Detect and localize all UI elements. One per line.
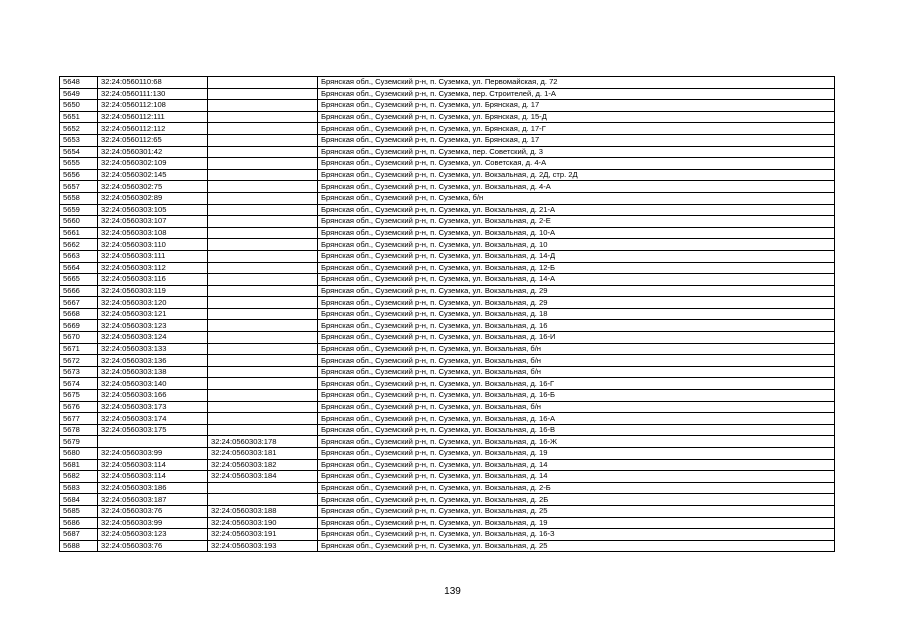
linked-cadastral-number-cell [208, 181, 318, 193]
table-row [60, 424, 835, 436]
linked-cadastral-number-cell [208, 262, 318, 274]
row-number-cell: 5673 [60, 366, 98, 378]
linked-cadastral-number-cell [208, 390, 318, 402]
address-cell: Брянская обл., Суземский р-н, п. Суземка, ул. Вокзальная, д. 2-Б [318, 482, 835, 494]
linked-cadastral-number-cell [208, 88, 318, 100]
address-cell: Брянская обл., Суземский р-н, п. Суземка, ул. Брянская, д. 17-Г [318, 123, 835, 135]
address-cell: Брянская обл., Суземский р-н, п. Суземка, ул. Вокзальная, д. 10 [318, 239, 835, 251]
address-cell: Брянская обл., Суземский р-н, п. Суземка, пер. Советский, д. 3 [318, 146, 835, 158]
registry-table-body [60, 77, 835, 552]
table-row [60, 123, 835, 135]
address-cell: Брянская обл., Суземский р-н, п. Суземка, ул. Брянская, д. 17 [318, 100, 835, 112]
table-row [60, 540, 835, 552]
table-row [60, 239, 835, 251]
cadastral-number-cell: 32:24:0560303:112 [98, 262, 208, 274]
cadastral-number-cell: 32:24:0560302:89 [98, 192, 208, 204]
address-cell: Брянская обл., Суземский р-н, п. Суземка, пер. Строителей, д. 1-А [318, 88, 835, 100]
table-row [60, 262, 835, 274]
linked-cadastral-number-cell [208, 239, 318, 251]
table-row [60, 169, 835, 181]
address-cell: Брянская обл., Суземский р-н, п. Суземка, ул. Вокзальная, д. 21-А [318, 204, 835, 216]
cadastral-number-cell: 32:24:0560111:130 [98, 88, 208, 100]
linked-cadastral-number-cell [208, 308, 318, 320]
linked-cadastral-number-cell [208, 216, 318, 228]
row-number-cell: 5680 [60, 448, 98, 460]
linked-cadastral-number-cell: 32:24:0560303:193 [208, 540, 318, 552]
row-number-cell: 5656 [60, 169, 98, 181]
table-row [60, 181, 835, 193]
address-cell: Брянская обл., Суземский р-н, п. Суземка, ул. Вокзальная, д. 29 [318, 297, 835, 309]
row-number-cell: 5653 [60, 134, 98, 146]
table-row [60, 216, 835, 228]
linked-cadastral-number-cell [208, 378, 318, 390]
address-cell: Брянская обл., Суземский р-н, п. Суземка, ул. Вокзальная, д. 16-А [318, 413, 835, 425]
cadastral-number-cell: 32:24:0560301:42 [98, 146, 208, 158]
row-number-cell: 5686 [60, 517, 98, 529]
address-cell: Брянская обл., Суземский р-н, п. Суземка, ул. Вокзальная, д. 14-Д [318, 250, 835, 262]
linked-cadastral-number-cell: 32:24:0560303:184 [208, 471, 318, 483]
row-number-cell: 5658 [60, 192, 98, 204]
table-row [60, 146, 835, 158]
table-row [60, 390, 835, 402]
linked-cadastral-number-cell [208, 297, 318, 309]
cadastral-number-cell: 32:24:0560112:65 [98, 134, 208, 146]
table-row [60, 343, 835, 355]
address-cell: Брянская обл., Суземский р-н, п. Суземка, ул. Вокзальная, д. 18 [318, 308, 835, 320]
cadastral-number-cell: 32:24:0560303:114 [98, 471, 208, 483]
address-cell: Брянская обл., Суземский р-н, п. Суземка, ул. Вокзальная, д. 14 [318, 459, 835, 471]
row-number-cell: 5669 [60, 320, 98, 332]
address-cell: Брянская обл., Суземский р-н, п. Суземка, ул. Вокзальная, д. 14-А [318, 274, 835, 286]
row-number-cell: 5655 [60, 158, 98, 170]
table-row [60, 88, 835, 100]
table-row [60, 308, 835, 320]
cadastral-number-cell: 32:24:0560303:187 [98, 494, 208, 506]
table-row [60, 274, 835, 286]
row-number-cell: 5687 [60, 529, 98, 541]
table-row [60, 378, 835, 390]
address-cell: Брянская обл., Суземский р-н, п. Суземка, ул. Вокзальная, д. 12-Б [318, 262, 835, 274]
linked-cadastral-number-cell [208, 494, 318, 506]
linked-cadastral-number-cell [208, 401, 318, 413]
cadastral-number-cell: 32:24:0560303:119 [98, 285, 208, 297]
table-row [60, 332, 835, 344]
cadastral-number-cell: 32:24:0560303:76 [98, 540, 208, 552]
address-cell: Брянская обл., Суземский р-н, п. Суземка, ул. Вокзальная, д. 16-В [318, 424, 835, 436]
row-number-cell: 5677 [60, 413, 98, 425]
page-number: 139 [444, 586, 461, 597]
address-cell: Брянская обл., Суземский р-н, п. Суземка, ул. Вокзальная, д. 16-И [318, 332, 835, 344]
table-row [60, 285, 835, 297]
table-row [60, 459, 835, 471]
linked-cadastral-number-cell [208, 123, 318, 135]
cadastral-number-cell: 32:24:0560303:140 [98, 378, 208, 390]
cadastral-number-cell: 32:24:0560302:109 [98, 158, 208, 170]
address-cell: Брянская обл., Суземский р-н, п. Суземка, ул. Вокзальная, д. 25 [318, 540, 835, 552]
linked-cadastral-number-cell [208, 320, 318, 332]
row-number-cell: 5672 [60, 355, 98, 367]
address-cell: Брянская обл., Суземский р-н, п. Суземка, ул. Вокзальная, б/н [318, 401, 835, 413]
cadastral-number-cell: 32:24:0560303:138 [98, 366, 208, 378]
table-row [60, 482, 835, 494]
table-row [60, 204, 835, 216]
row-number-cell: 5685 [60, 505, 98, 517]
linked-cadastral-number-cell: 32:24:0560303:188 [208, 505, 318, 517]
cadastral-number-cell: 32:24:0560303:76 [98, 505, 208, 517]
linked-cadastral-number-cell [208, 274, 318, 286]
address-cell: Брянская обл., Суземский р-н, п. Суземка, ул. Вокзальная, д. 29 [318, 285, 835, 297]
linked-cadastral-number-cell [208, 482, 318, 494]
cadastral-number-cell: 32:24:0560303:175 [98, 424, 208, 436]
cadastral-number-cell: 32:24:0560303:186 [98, 482, 208, 494]
address-cell: Брянская обл., Суземский р-н, п. Суземка, ул. Вокзальная, д. 2Б [318, 494, 835, 506]
registry-table [59, 76, 835, 552]
row-number-cell: 5659 [60, 204, 98, 216]
row-number-cell: 5662 [60, 239, 98, 251]
cadastral-number-cell: 32:24:0560303:114 [98, 459, 208, 471]
cadastral-number-cell: 32:24:0560303:174 [98, 413, 208, 425]
cadastral-number-cell: 32:24:0560303:108 [98, 227, 208, 239]
cadastral-number-cell: 32:24:0560303:133 [98, 343, 208, 355]
row-number-cell: 5650 [60, 100, 98, 112]
linked-cadastral-number-cell [208, 134, 318, 146]
table-row [60, 436, 835, 448]
address-cell: Брянская обл., Суземский р-н, п. Суземка, ул. Вокзальная, д. 10-А [318, 227, 835, 239]
cadastral-number-cell: 32:24:0560303:111 [98, 250, 208, 262]
cadastral-number-cell: 32:24:0560110:68 [98, 77, 208, 89]
cadastral-number-cell: 32:24:0560303:107 [98, 216, 208, 228]
table-row [60, 355, 835, 367]
row-number-cell: 5674 [60, 378, 98, 390]
row-number-cell: 5667 [60, 297, 98, 309]
row-number-cell: 5661 [60, 227, 98, 239]
row-number-cell: 5670 [60, 332, 98, 344]
table-row [60, 77, 835, 89]
cadastral-number-cell: 32:24:0560303:121 [98, 308, 208, 320]
linked-cadastral-number-cell: 32:24:0560303:181 [208, 448, 318, 460]
linked-cadastral-number-cell [208, 413, 318, 425]
row-number-cell: 5681 [60, 459, 98, 471]
cadastral-number-cell: 32:24:0560303:124 [98, 332, 208, 344]
table-row [60, 529, 835, 541]
row-number-cell: 5684 [60, 494, 98, 506]
address-cell: Брянская обл., Суземский р-н, п. Суземка, б/н [318, 192, 835, 204]
address-cell: Брянская обл., Суземский р-н, п. Суземка, ул. Вокзальная, б/н [318, 355, 835, 367]
cadastral-number-cell: 32:24:0560112:112 [98, 123, 208, 135]
cadastral-number-cell: 32:24:0560303:99 [98, 448, 208, 460]
linked-cadastral-number-cell [208, 77, 318, 89]
linked-cadastral-number-cell [208, 343, 318, 355]
linked-cadastral-number-cell [208, 332, 318, 344]
cadastral-number-cell: 32:24:0560303:99 [98, 517, 208, 529]
row-number-cell: 5666 [60, 285, 98, 297]
linked-cadastral-number-cell: 32:24:0560303:178 [208, 436, 318, 448]
cadastral-number-cell: 32:24:0560303:120 [98, 297, 208, 309]
linked-cadastral-number-cell: 32:24:0560303:182 [208, 459, 318, 471]
row-number-cell: 5679 [60, 436, 98, 448]
address-cell: Брянская обл., Суземский р-н, п. Суземка, ул. Вокзальная, д. 2Д, стр. 2Д [318, 169, 835, 181]
linked-cadastral-number-cell [208, 169, 318, 181]
linked-cadastral-number-cell [208, 204, 318, 216]
address-cell: Брянская обл., Суземский р-н, п. Суземка, ул. Вокзальная, д. 16 [318, 320, 835, 332]
table-row [60, 448, 835, 460]
cadastral-number-cell: 32:24:0560303:166 [98, 390, 208, 402]
cadastral-number-cell: 32:24:0560303:123 [98, 529, 208, 541]
linked-cadastral-number-cell [208, 158, 318, 170]
address-cell: Брянская обл., Суземский р-н, п. Суземка, ул. Вокзальная, д. 16-Г [318, 378, 835, 390]
row-number-cell: 5654 [60, 146, 98, 158]
row-number-cell: 5676 [60, 401, 98, 413]
row-number-cell: 5675 [60, 390, 98, 402]
cadastral-number-cell: 32:24:0560303:105 [98, 204, 208, 216]
address-cell: Брянская обл., Суземский р-н, п. Суземка, ул. Вокзальная, д. 19 [318, 448, 835, 460]
row-number-cell: 5664 [60, 262, 98, 274]
row-number-cell: 5663 [60, 250, 98, 262]
address-cell: Брянская обл., Суземский р-н, п. Суземка, ул. Вокзальная, д. 19 [318, 517, 835, 529]
cadastral-number-cell [98, 436, 208, 448]
linked-cadastral-number-cell [208, 366, 318, 378]
table-row [60, 158, 835, 170]
linked-cadastral-number-cell [208, 227, 318, 239]
row-number-cell: 5668 [60, 308, 98, 320]
row-number-cell: 5688 [60, 540, 98, 552]
table-row [60, 250, 835, 262]
cadastral-number-cell: 32:24:0560302:145 [98, 169, 208, 181]
address-cell: Брянская обл., Суземский р-н, п. Суземка, ул. Советская, д. 4-А [318, 158, 835, 170]
table-row [60, 227, 835, 239]
row-number-cell: 5660 [60, 216, 98, 228]
cadastral-number-cell: 32:24:0560303:110 [98, 239, 208, 251]
row-number-cell: 5678 [60, 424, 98, 436]
address-cell: Брянская обл., Суземский р-н, п. Суземка, ул. Вокзальная, д. 2-Е [318, 216, 835, 228]
linked-cadastral-number-cell: 32:24:0560303:191 [208, 529, 318, 541]
row-number-cell: 5648 [60, 77, 98, 89]
table-row [60, 111, 835, 123]
cadastral-number-cell: 32:24:0560112:111 [98, 111, 208, 123]
linked-cadastral-number-cell [208, 355, 318, 367]
table-row [60, 494, 835, 506]
address-cell: Брянская обл., Суземский р-н, п. Суземка, ул. Вокзальная, б/н [318, 366, 835, 378]
address-cell: Брянская обл., Суземский р-н, п. Суземка, ул. Вокзальная, д. 16-З [318, 529, 835, 541]
address-cell: Брянская обл., Суземский р-н, п. Суземка, ул. Вокзальная, б/н [318, 343, 835, 355]
table-row [60, 297, 835, 309]
address-cell: Брянская обл., Суземский р-н, п. Суземка, ул. Первомайская, д. 72 [318, 77, 835, 89]
linked-cadastral-number-cell [208, 146, 318, 158]
cadastral-number-cell: 32:24:0560302:75 [98, 181, 208, 193]
row-number-cell: 5682 [60, 471, 98, 483]
row-number-cell: 5665 [60, 274, 98, 286]
row-number-cell: 5649 [60, 88, 98, 100]
table-row [60, 505, 835, 517]
address-cell: Брянская обл., Суземский р-н, п. Суземка, ул. Брянская, д. 15-Д [318, 111, 835, 123]
linked-cadastral-number-cell: 32:24:0560303:190 [208, 517, 318, 529]
cadastral-number-cell: 32:24:0560112:108 [98, 100, 208, 112]
address-cell: Брянская обл., Суземский р-н, п. Суземка, ул. Вокзальная, д. 16-Б [318, 390, 835, 402]
row-number-cell: 5651 [60, 111, 98, 123]
linked-cadastral-number-cell [208, 285, 318, 297]
table-row [60, 134, 835, 146]
row-number-cell: 5671 [60, 343, 98, 355]
row-number-cell: 5652 [60, 123, 98, 135]
cadastral-number-cell: 32:24:0560303:123 [98, 320, 208, 332]
linked-cadastral-number-cell [208, 100, 318, 112]
table-row [60, 401, 835, 413]
cadastral-number-cell: 32:24:0560303:136 [98, 355, 208, 367]
table-row [60, 413, 835, 425]
table-row [60, 471, 835, 483]
cadastral-number-cell: 32:24:0560303:116 [98, 274, 208, 286]
linked-cadastral-number-cell [208, 424, 318, 436]
row-number-cell: 5657 [60, 181, 98, 193]
table-row [60, 192, 835, 204]
address-cell: Брянская обл., Суземский р-н, п. Суземка, ул. Брянская, д. 17 [318, 134, 835, 146]
address-cell: Брянская обл., Суземский р-н, п. Суземка, ул. Вокзальная, д. 25 [318, 505, 835, 517]
table-row [60, 320, 835, 332]
linked-cadastral-number-cell [208, 192, 318, 204]
linked-cadastral-number-cell [208, 250, 318, 262]
row-number-cell: 5683 [60, 482, 98, 494]
table-row [60, 366, 835, 378]
table-row [60, 100, 835, 112]
table-row [60, 517, 835, 529]
address-cell: Брянская обл., Суземский р-н, п. Суземка, ул. Вокзальная, д. 4-А [318, 181, 835, 193]
linked-cadastral-number-cell [208, 111, 318, 123]
cadastral-number-cell: 32:24:0560303:173 [98, 401, 208, 413]
address-cell: Брянская обл., Суземский р-н, п. Суземка, ул. Вокзальная, д. 16-Ж [318, 436, 835, 448]
address-cell: Брянская обл., Суземский р-н, п. Суземка, ул. Вокзальная, д. 14 [318, 471, 835, 483]
